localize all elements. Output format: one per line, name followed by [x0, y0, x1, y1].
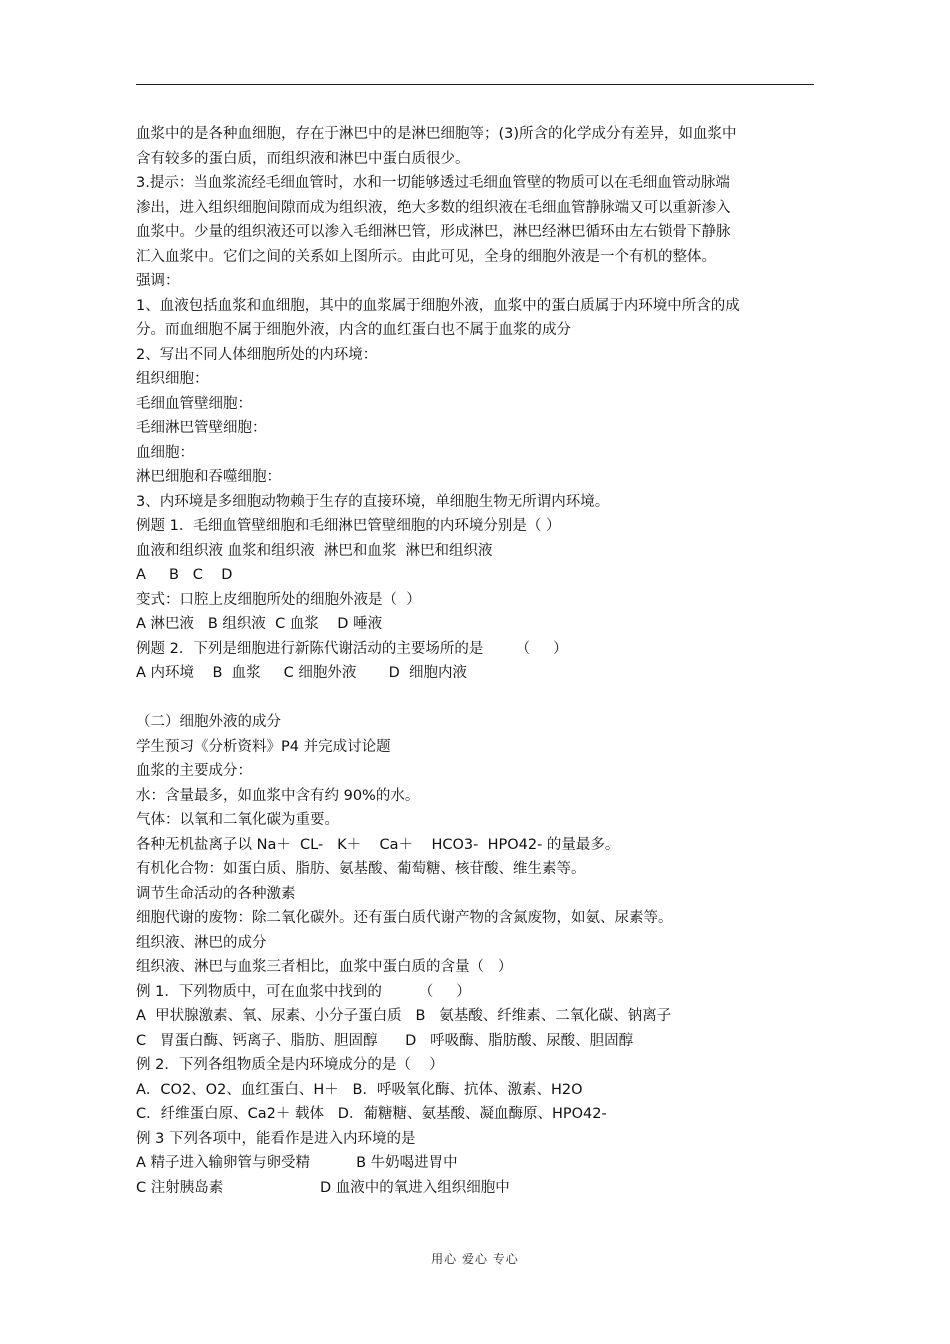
text-line: 组织液、淋巴的成分	[136, 934, 267, 951]
text-line: 1、血液包括血浆和血细胞，其中的血浆属于细胞外液，血浆中的蛋白质属于内环境中所含的成	[136, 297, 740, 314]
text-line: 例题 2．下列是细胞进行新陈代谢活动的主要场所的是 （ ）	[136, 640, 568, 657]
text-line: 2、写出不同人体细胞所处的内环境：	[136, 346, 378, 363]
text-line: 各种无机盐离子以 Na＋ CL- K＋ Ca＋ HCO3- HPO42- 的量最多。	[136, 836, 620, 853]
text-line: 分。而血细胞不属于细胞外液，内含的血红蛋白也不属于血浆的成分	[136, 322, 571, 338]
text-line: 血液和组织液 血浆和组织液 淋巴和血浆 淋巴和组织液	[136, 542, 493, 559]
text-line: 学生预习《分析资料》P4 并完成讨论题	[136, 738, 391, 755]
text-line: 细胞代谢的废物：除二氧化碳外。还有蛋白质代谢产物的含氮废物，如氨、尿素等。	[136, 910, 673, 926]
text-line: C．纤维蛋白原、Ca2＋ 载体 D．葡糖糖、氨基酸、凝血酶原、HPO42-	[136, 1106, 607, 1122]
text-line: A B C D	[136, 567, 233, 583]
text-line: A 淋巴液 B 组织液 C 血浆 D 唾液	[136, 616, 383, 632]
text-line: 例 2．下列各组物质全是内环境成分的是（ ）	[136, 1057, 444, 1073]
text-line: 汇入血浆中。它们之间的关系如上图所示。由此可见，全身的细胞外液是一个有机的整体。	[136, 248, 716, 265]
page-footer: 用心 爱心 专心	[431, 1252, 519, 1266]
text-line: 气体：以氧和二氧化碳为重要。	[136, 812, 339, 828]
text-line: 组织液、淋巴与血浆三者相比，血浆中蛋白质的含量（ ）	[136, 959, 513, 975]
text-line: 淋巴细胞和吞噬细胞：	[136, 469, 281, 485]
text-line: 毛细淋巴管壁细胞：	[136, 420, 267, 436]
text-line: 有机化合物：如蛋白质、脂肪、氨基酸、葡萄糖、核苷酸、维生素等。	[136, 861, 586, 877]
text-line: 3、内环境是多细胞动物赖于生存的直接环境，单细胞生物无所谓内环境。	[136, 493, 610, 510]
text-line: 3.提示：当血浆流经毛细血管时，水和一切能够透过毛细血管壁的物质可以在毛细血管动脉端	[136, 175, 730, 191]
text-line: 渗出，进入组织细胞间隙而成为组织液，绝大多数的组织液在毛细血管静脉端又可以重新渗入	[136, 199, 731, 216]
header-rule	[136, 84, 814, 85]
text-line: 例题 1．毛细血管壁细胞和毛细淋巴管壁细胞的内环境分别是（ ）	[136, 518, 561, 534]
text-line: 调节生命活动的各种激素	[136, 885, 296, 902]
text-line: 血浆的主要成分：	[136, 763, 252, 779]
text-line: A 精子进入输卵管与卵受精 B 牛奶喝进胃中	[136, 1155, 458, 1171]
text-line: 例 1．下列物质中，可在血浆中找到的 （ ）	[136, 983, 471, 1000]
text-line: 含有较多的蛋白质，而组织液和淋巴中蛋白质很少。	[136, 150, 470, 167]
text-line: 水：含量最多，如血浆中含有约 90%的水。	[136, 787, 420, 804]
text-line: C 注射胰岛素 D 血液中的氧进入组织细胞中	[136, 1179, 510, 1196]
text-line: 变式：口腔上皮细胞所处的细胞外液是（ ）	[136, 591, 421, 608]
text-line: A 甲状腺激素、氧、尿素、小分子蛋白质 B 氨基酸、纤维素、二氧化碳、钠离子	[136, 1008, 672, 1024]
text-line: 血浆中的是各种血细胞，存在于淋巴中的是淋巴细胞等；(3)所含的化学成分有差异，如血浆中	[136, 126, 737, 142]
text-line: A．CO2、O2、血红蛋白、H＋ B．呼吸氧化酶、抗体、激素、H2O	[136, 1081, 583, 1098]
text-line: 组织细胞：	[136, 371, 209, 387]
blank-line	[136, 686, 816, 711]
text-line: 血浆中。少量的组织液还可以渗入毛细淋巴管，形成淋巴，淋巴经淋巴循环由左右锁骨下静脉	[136, 224, 731, 240]
text-line: 例 3 下列各项中，能看作是进入内环境的是	[136, 1130, 416, 1147]
text-line: C 胃蛋白酶、钙离子、脂肪、胆固醇 D 呼吸酶、脂肪酸、尿酸、胆固醇	[136, 1032, 634, 1049]
section-heading: （二）细胞外液的成分	[136, 714, 281, 730]
text-line: 强调：	[136, 273, 180, 289]
text-line: A 内环境 B 血浆 C 细胞外液 D 细胞内液	[136, 665, 468, 681]
document-body	[136, 122, 816, 1200]
text-line: 毛细血管壁细胞：	[136, 395, 252, 412]
text-line: 血细胞：	[136, 444, 194, 461]
